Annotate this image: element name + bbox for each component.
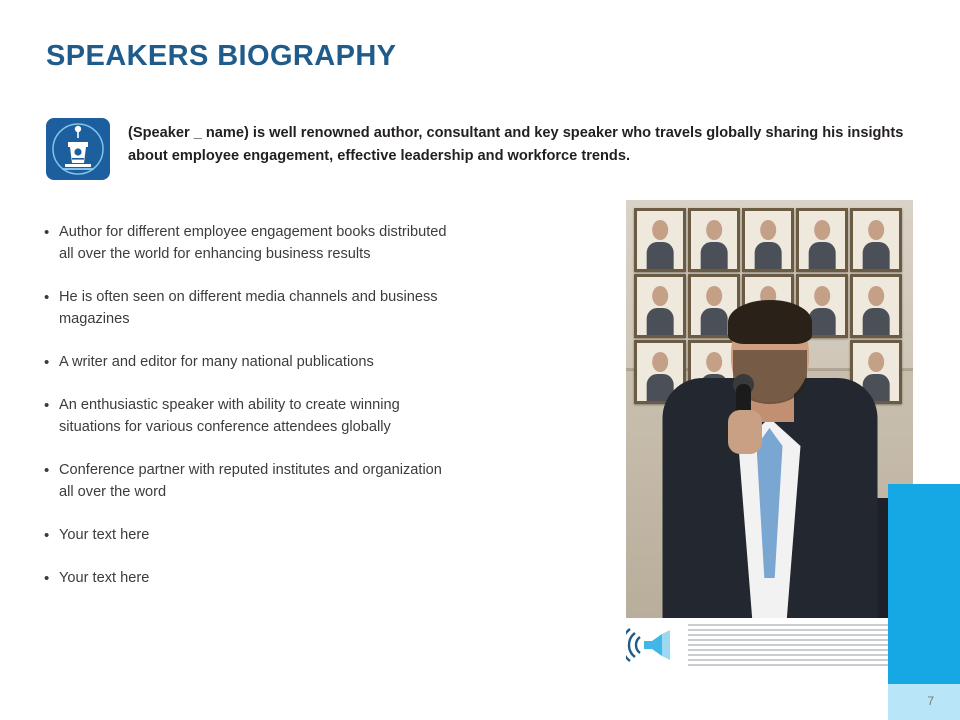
intro-block <box>46 118 911 180</box>
bullet-list <box>44 222 544 612</box>
list-item <box>44 568 544 591</box>
speaker-podium-icon <box>46 118 110 180</box>
bullet-text: He is often seen on different media channels and business magazines <box>59 288 438 327</box>
speaker-photo <box>626 200 913 618</box>
bullet-dot-icon: • <box>44 570 50 588</box>
bullet-dot-icon: • <box>44 526 50 544</box>
bullet-dot-icon: • <box>44 288 50 306</box>
page-title: SPEAKERS BIOGRAPHY <box>46 40 397 72</box>
hatch-pattern <box>688 624 913 666</box>
bullet-text: Your text here <box>59 570 150 587</box>
list-item <box>44 395 544 439</box>
bullet-dot-icon: • <box>44 397 50 415</box>
list-item <box>44 460 544 504</box>
list-item <box>44 222 544 266</box>
list-item <box>44 525 544 548</box>
loudspeaker-icon <box>626 624 688 666</box>
bullet-text: Your text here <box>59 526 150 543</box>
list-item <box>44 287 544 331</box>
sound-strip <box>626 620 913 670</box>
bullet-text: Conference partner with reputed institutes and organization all over the word <box>59 461 442 500</box>
bullet-dot-icon: • <box>44 353 50 371</box>
list-item <box>44 352 544 375</box>
page-number: 7 <box>927 694 934 708</box>
bullet-text: Author for different employee engagement books distributed all over the world for enhancing business results <box>59 224 447 262</box>
bullet-text: An enthusiastic speaker with ability to create winning situations for various conference attendees globally <box>59 397 400 435</box>
accent-block <box>888 484 960 684</box>
intro-text: (Speaker _ name) is well renowned author, consultant and key speaker who travels globally sharing his insights about employee engagement, effective leadership and workforce trends. <box>128 125 904 164</box>
bullet-dot-icon: • <box>44 224 50 241</box>
bullet-text: A writer and editor for many national publications <box>59 353 374 370</box>
bullet-dot-icon: • <box>44 461 50 479</box>
accent-block-light <box>888 684 960 720</box>
